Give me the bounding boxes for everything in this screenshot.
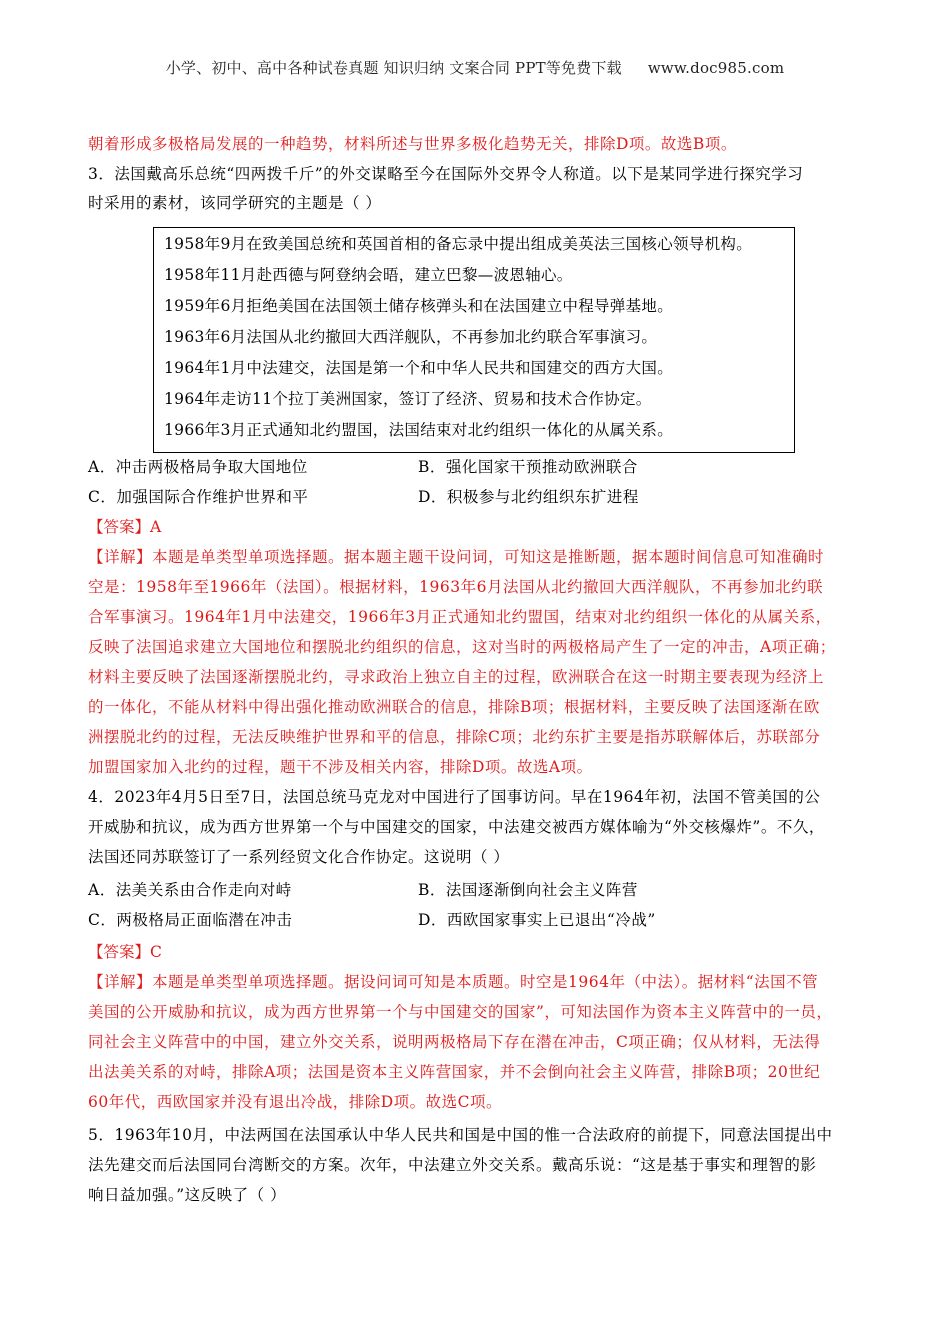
q3-option-c[interactable]: C．加强国际合作维护世界和平: [88, 488, 309, 506]
q3-explanation-line: 加盟国家加入北约的过程，题干不涉及相关内容，排除D项。故选A项。: [88, 758, 593, 776]
q4-answer: 【答案】C: [88, 943, 162, 961]
header-text: 小学、初中、高中各种试卷真题 知识归纳 文案合同 PPT等免费下载: [165, 59, 622, 77]
q4-option-c[interactable]: C．两极格局正面临潜在冲击: [88, 911, 293, 929]
q4-stem-line: 4．2023年4月5日至7日，法国总统马克龙对中国进行了国事访问。早在1964年初，法国不管美国的公: [88, 788, 821, 806]
q4-option-b[interactable]: B．法国逐渐倒向社会主义阵营: [418, 881, 638, 899]
header-url[interactable]: www.doc985.com: [647, 59, 785, 77]
q5-stem-line: 响日益加强。”这反映了（ ）: [88, 1186, 287, 1204]
q4-stem-line: 法国还同苏联签订了一系列经贸文化合作协定。这说明（ ）: [88, 848, 510, 866]
q4-option-a[interactable]: A．法美关系由合作走向对峙: [88, 881, 292, 899]
q3-option-b[interactable]: B．强化国家干预推动欧洲联合: [418, 458, 638, 476]
q3-material-line: 1963年6月法国从北约撤回大西洋舰队，不再参加北约联合军事演习。: [164, 328, 658, 346]
q4-explanation-line: 【详解】本题是单类型单项选择题。据设问词可知是本质题。时空是1964年（中法）。据材料“法国不管: [88, 973, 819, 991]
q4-explanation-line: 出法美关系的对峙，排除A项；法国是资本主义阵营国家，并不会倒向社会主义阵营，排除B项；20世纪: [88, 1063, 821, 1081]
q4-explanation-line: 美国的公开威胁和抗议，成为西方世界第一个与中国建交的国家”，可知法国作为资本主义阵营中的一员，: [88, 1003, 833, 1021]
q5-stem-line: 法先建交而后法国同台湾断交的方案。次年，中法建立外交关系。戴高乐说：“这是基于事实和理智的影: [88, 1156, 817, 1174]
q3-explanation-line: 洲摆脱北约的过程，无法反映维护世界和平的信息，排除C项；北约东扩主要是指苏联解体后，苏联部分: [88, 728, 821, 746]
q3-material-line: 1964年走访11个拉丁美洲国家，签订了经济、贸易和技术合作协定。: [164, 390, 652, 408]
q5-stem-line: 5．1963年10月，中法两国在法国承认中华人民共和国是中国的惟一合法政府的前提下，同意法国提出中: [88, 1126, 833, 1144]
q3-option-a[interactable]: A．冲击两极格局争取大国地位: [88, 458, 308, 476]
q3-stem-line: 3．法国戴高乐总统“四两拨千斤”的外交谋略至今在国际外交界令人称道。以下是某同学进行探究学习: [88, 165, 804, 183]
q3-answer: 【答案】A: [88, 518, 162, 536]
q4-explanation-line: 同社会主义阵营中的中国，建立外交关系，说明两极格局下存在潜在冲击，C项正确；仅从材料，无法得: [88, 1033, 821, 1051]
q4-stem-line: 开威胁和抗议，成为西方世界第一个与中国建交的国家，中法建交被西方媒体喻为“外交核爆炸”。不久，: [88, 818, 825, 836]
q3-explanation-line: 反映了法国追求建立大国地位和摆脱北约组织的信息，这对当时的两极格局产生了一定的冲击，A项正确；: [88, 638, 836, 656]
q3-material-box: [153, 227, 795, 453]
q3-material-line: 1966年3月正式通知北约盟国，法国结束对北约组织一体化的从属关系。: [164, 421, 674, 439]
q3-explanation-line: 合军事演习。1964年1月中法建交，1966年3月正式通知北约盟国，结束对北约组织一体化的从属关系，: [88, 608, 832, 626]
q3-explanation-line: 的一体化，不能从材料中得出强化推动欧洲联合的信息，排除B项；根据材料，主要反映了法国逐渐在欧: [88, 698, 820, 716]
q3-option-d[interactable]: D．积极参与北约组织东扩进程: [418, 488, 639, 506]
prev-explanation-tail: 朝着形成多极格局发展的一种趋势，材料所述与世界多极化趋势无关，排除D项。故选B项。: [88, 135, 737, 153]
q4-explanation-line: 60年代，西欧国家并没有退出冷战，排除D项。故选C项。: [88, 1093, 503, 1111]
q3-material-line: 1964年1月中法建交，法国是第一个和中华人民共和国建交的西方大国。: [164, 359, 674, 377]
q3-material-line: 1958年11月赴西德与阿登纳会晤，建立巴黎—波恩轴心。: [164, 266, 573, 284]
q3-explanation-line: 空是：1958年至1966年（法国）。根据材料，1963年6月法国从北约撤回大西洋舰队，不再参加北约联: [88, 578, 823, 596]
q3-stem-line: 时采用的素材，该同学研究的主题是（ ）: [88, 194, 382, 212]
q3-explanation-line: 【详解】本题是单类型单项选择题。据本题主题干设问词，可知这是推断题，据本题时间信息可知准确时: [88, 548, 825, 566]
q4-option-d[interactable]: D．西欧国家事实上已退出“冷战”: [418, 911, 656, 929]
q3-material-line: 1958年9月在致美国总统和英国首相的备忘录中提出组成美英法三国核心领导机构。: [164, 235, 753, 253]
q3-material-line: 1959年6月拒绝美国在法国领土储存核弹头和在法国建立中程导弹基地。: [164, 297, 674, 315]
page-header: [0, 57, 950, 78]
q3-explanation-line: 材料主要反映了法国逐渐摆脱北约，寻求政治上独立自主的过程，欧洲联合在这一时期主要表现为经济上: [88, 668, 825, 686]
